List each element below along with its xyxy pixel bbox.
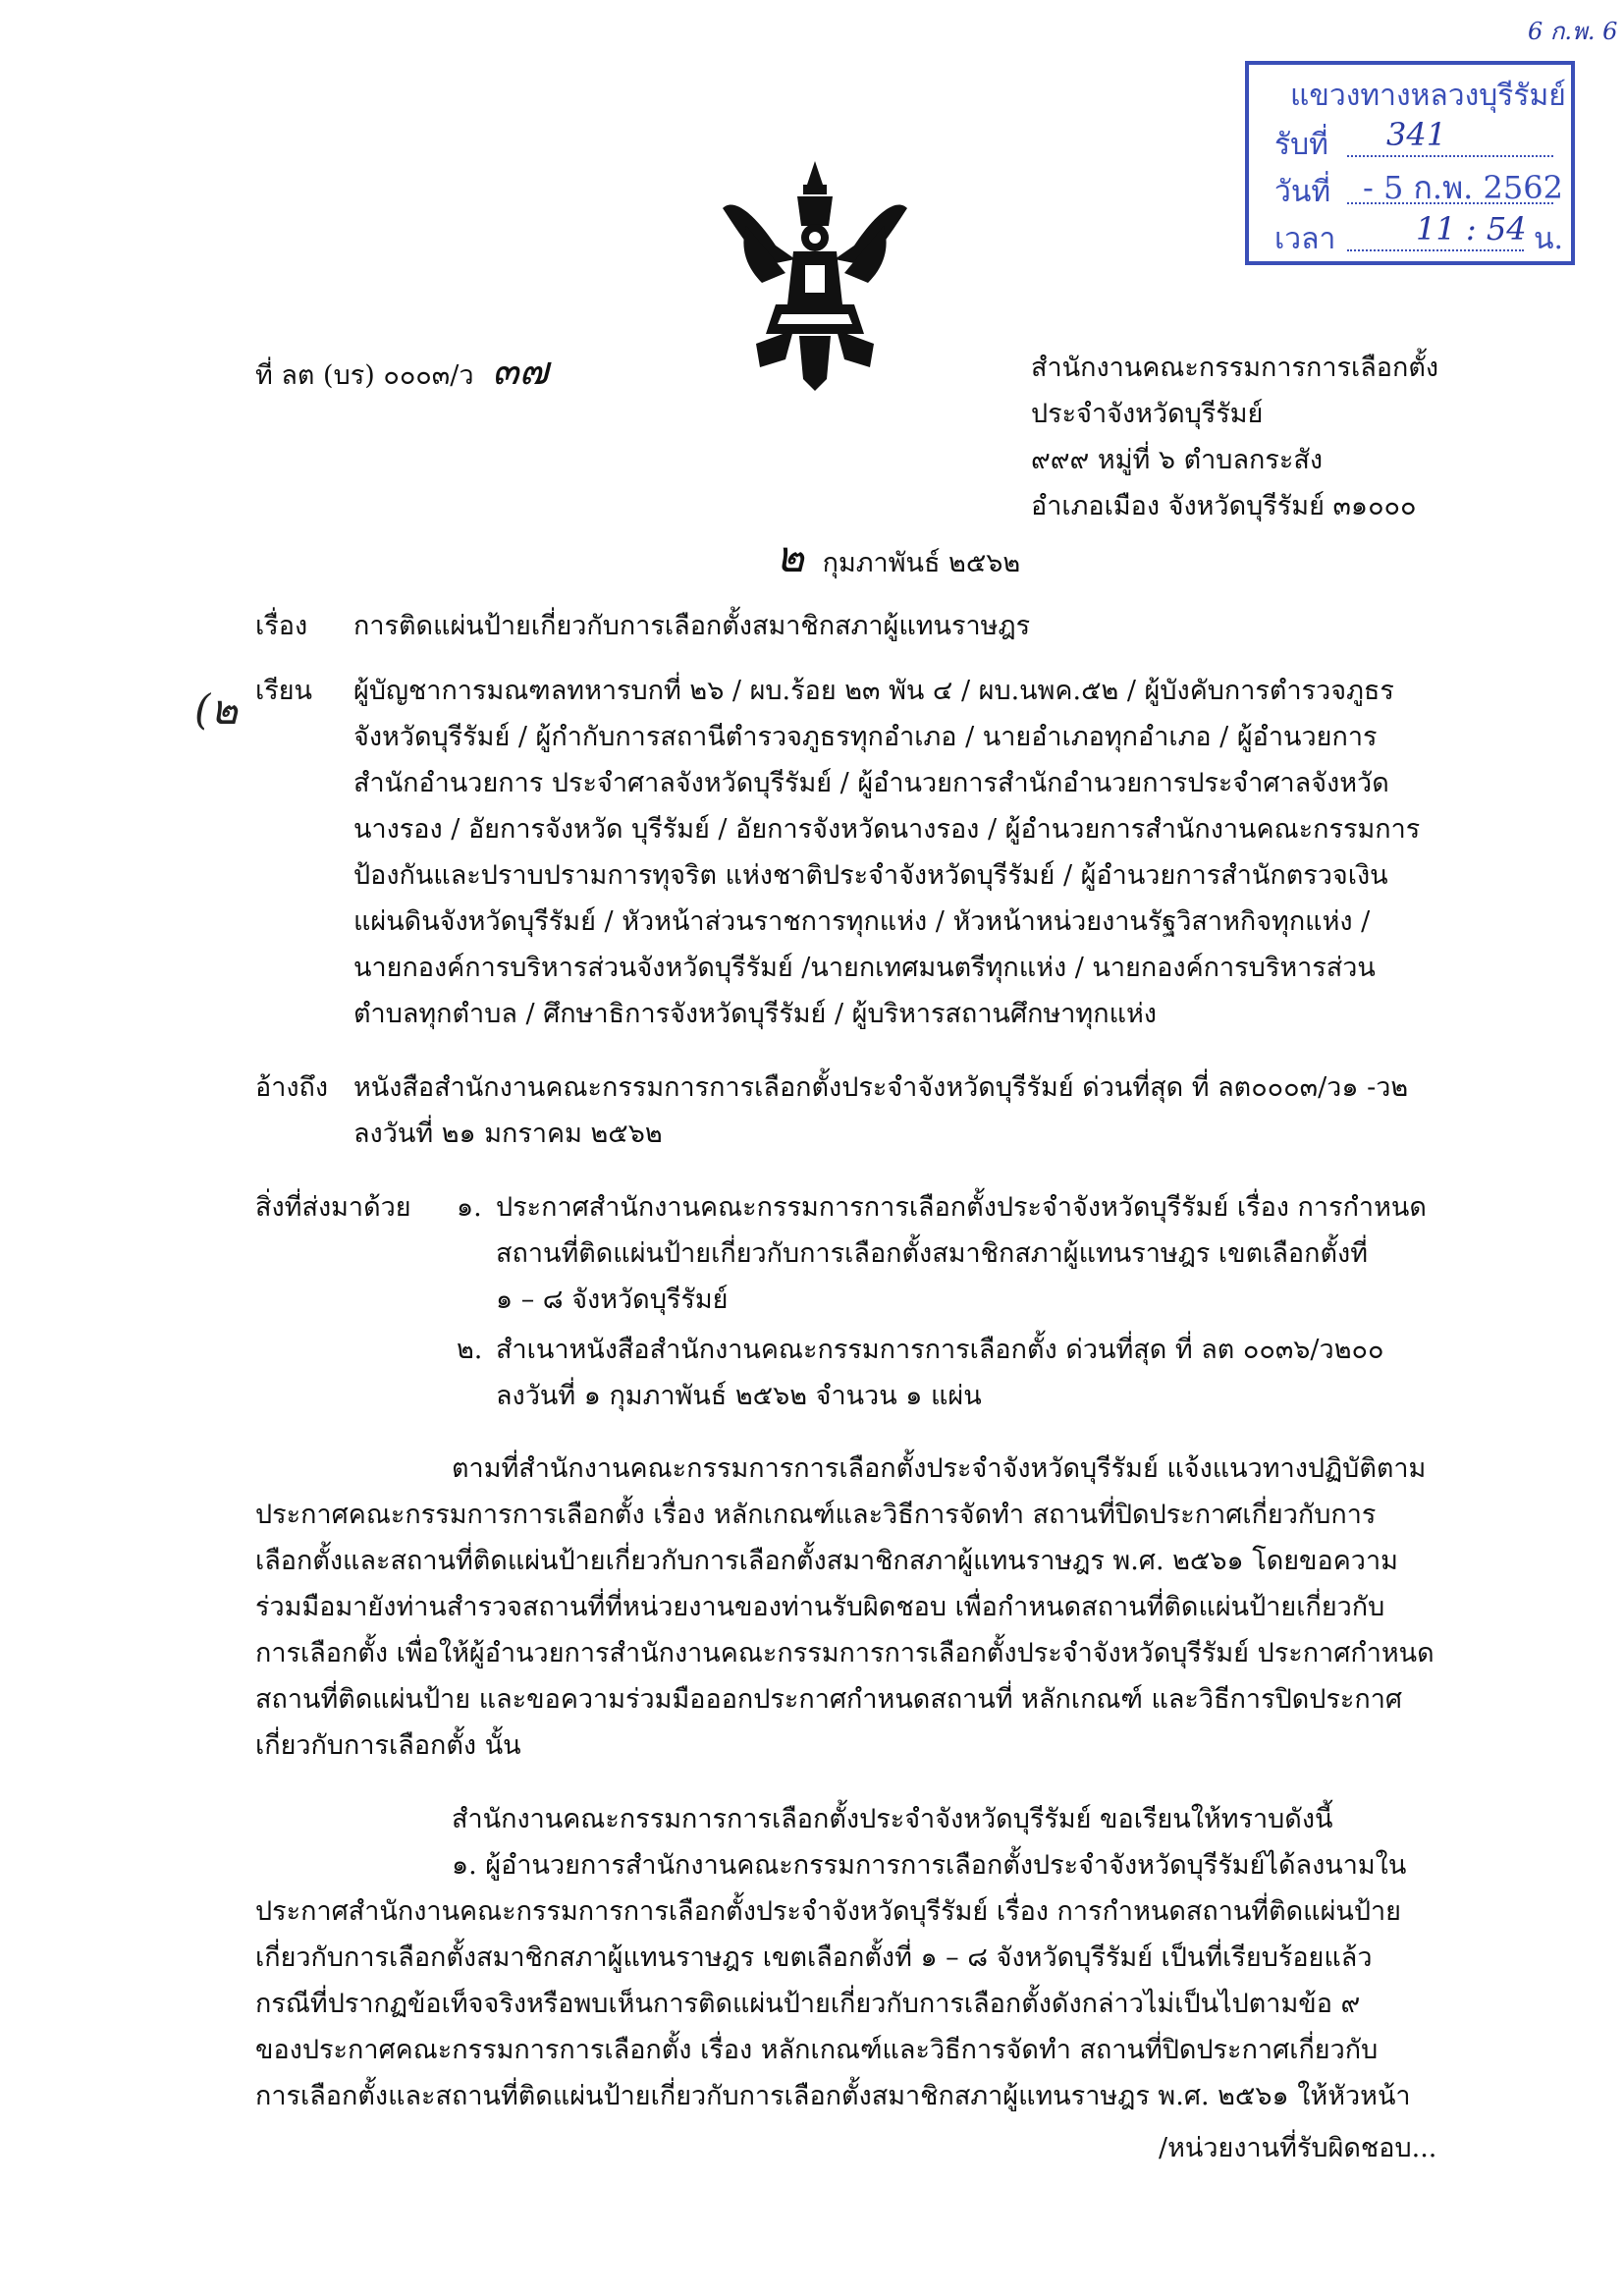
stamp-office: แขวงทางหลวงบุรีรัมย์ bbox=[1290, 79, 1566, 113]
enclosure-line: ประกาศสำนักงานคณะกรรมการการเลือกตั้งประจำจังหวัดบุรีรัมย์ เรื่อง การกำหนด bbox=[496, 1192, 1427, 1223]
stamp-time-value: 11 : 54 bbox=[1416, 210, 1527, 247]
to-line: นายกองค์การบริหารส่วนจังหวัดบุรีรัมย์ /นายกเทศมนตรีทุกแห่ง / นายกองค์การบริหารส่วน bbox=[353, 953, 1376, 983]
enclosure-line: สำเนาหนังสือสำนักงานคณะกรรมการการเลือกตั้ง ด่วนที่สุด ที่ ลต ๐๐๓๖/ว๒๐๐ bbox=[496, 1335, 1384, 1365]
garuda-emblem bbox=[717, 157, 913, 393]
body-paragraph-line: เกี่ยวกับการเลือกตั้ง นั้น bbox=[255, 1730, 521, 1761]
body-paragraph-line: ประกาศคณะกรรมการการเลือกตั้ง เรื่อง หลักเกณฑ์และวิธีการจัดทำ สถานที่ปิดประกาศเกี่ยวกับการ bbox=[255, 1500, 1377, 1530]
reference-number: ที่ ลต (บร) ๐๐๐๓/ว ๓๗ bbox=[255, 349, 549, 394]
enclosure-number: ๑. bbox=[457, 1192, 482, 1223]
enclosure-line: สถานที่ติดแผ่นป้ายเกี่ยวกับการเลือกตั้งสมาชิกสภาผู้แทนราษฎร เขตเลือกตั้งที่ bbox=[496, 1238, 1368, 1269]
to-line: นางรอง / อัยการจังหวัด บุรีรัมย์ / อัยการจังหวัดนางรอง / ผู้อำนวยการสำนักงานคณะกรรมการ bbox=[353, 814, 1421, 845]
stamp-received-label: รับที่ bbox=[1274, 128, 1328, 162]
body-paragraph-line: ของประกาศคณะกรรมการการเลือกตั้ง เรื่อง หลักเกณฑ์และวิธีการจัดทำ สถานที่ปิดประกาศเกี่ยวกับ bbox=[255, 2035, 1379, 2065]
to-line: ผู้บัญชาการมณฑลทหารบกที่ ๒๖ / ผบ.ร้อย ๒๓ พัน ๔ / ผบ.นพค.๕๒ / ผู้บังคับการตำรวจภูธร bbox=[353, 676, 1394, 706]
body-paragraph-line: การเลือกตั้ง เพื่อให้ผู้อำนวยการสำนักงานคณะกรรมการการเลือกตั้งประจำจังหวัดบุรีรัมย์ ประกาศกำหนด bbox=[255, 1638, 1435, 1668]
to-line: สำนักอำนวยการ ประจำศาลจังหวัดบุรีรัมย์ / ผู้อำนวยการสำนักอำนวยการประจำศาลจังหวัด bbox=[353, 768, 1389, 798]
letter-date: ๒ กุมภาพันธ์ ๒๕๖๒ bbox=[776, 532, 1021, 582]
date-day-handwritten: ๒ bbox=[776, 532, 805, 582]
address-line-3: ๙๙๙ หมู่ที่ ๖ ตำบลกระสัง bbox=[1031, 445, 1323, 475]
receiving-stamp bbox=[1245, 61, 1575, 265]
to-label: เรียน bbox=[255, 676, 313, 706]
reference-label: อ้างถึง bbox=[255, 1072, 329, 1103]
page-continuation: /หน่วยงานที่รับผิดชอบ... bbox=[1159, 2133, 1437, 2163]
address-line-2: ประจำจังหวัดบุรีรัมย์ bbox=[1031, 399, 1264, 429]
body-paragraph-line: เลือกตั้งและสถานที่ติดแผ่นป้ายเกี่ยวกับการเลือกตั้งสมาชิกสภาผู้แทนราษฎร พ.ศ. ๒๕๖๑ โดยขอความ bbox=[255, 1546, 1398, 1576]
margin-handwritten-note: (๒ bbox=[194, 685, 239, 734]
to-line: ตำบลทุกตำบล / ศึกษาธิการจังหวัดบุรีรัมย์ / ผู้บริหารสถานศึกษาทุกแห่ง bbox=[353, 999, 1157, 1029]
body-paragraph-line: เกี่ยวกับการเลือกตั้งสมาชิกสภาผู้แทนราษฎร เขตเลือกตั้งที่ ๑ – ๘ จังหวัดบุรีรัมย์ เป็นที่เรียบร้อยแล้ว bbox=[255, 1942, 1373, 1973]
stamp-time-unit: น. bbox=[1534, 222, 1564, 256]
body-paragraph-line: ตามที่สำนักงานคณะกรรมการการเลือกตั้งประจำจังหวัดบุรีรัมย์ แจ้งแนวทางปฏิบัติตาม bbox=[452, 1453, 1427, 1484]
body-paragraph-line: สำนักงานคณะกรรมการการเลือกตั้งประจำจังหวัดบุรีรัมย์ ขอเรียนให้ทราบดังนี้ bbox=[452, 1804, 1333, 1834]
to-line: ป้องกันและปราบปรามการทุจริต แห่งชาติประจำจังหวัดบุรีรัมย์ / ผู้อำนวยการสำนักตรวจเงิน bbox=[353, 860, 1388, 891]
enclosure-line: ลงวันที่ ๑ กุมภาพันธ์ ๒๕๖๒ จำนวน ๑ แผ่น bbox=[496, 1381, 982, 1411]
address-line-1: สำนักงานคณะกรรมการการเลือกตั้ง bbox=[1031, 353, 1439, 383]
stamp-received-value: 341 bbox=[1386, 116, 1447, 153]
subject-text: การติดแผ่นป้ายเกี่ยวกับการเลือกตั้งสมาชิกสภาผู้แทนราษฎร bbox=[353, 611, 1031, 641]
stamp-time-label: เวลา bbox=[1274, 222, 1336, 256]
to-line: แผ่นดินจังหวัดบุรีรัมย์ / หัวหน้าส่วนราชการทุกแห่ง / หัวหน้าหน่วยงานรัฐวิสาหกิจทุกแห่ง / bbox=[353, 906, 1371, 937]
subject-label: เรื่อง bbox=[255, 611, 308, 641]
body-paragraph-line: สถานที่ติดแผ่นป้าย และขอความร่วมมือออกประกาศกำหนดสถานที่ หลักเกณฑ์ และวิธีการปิดประกาศ bbox=[255, 1684, 1403, 1715]
enclosure-line: ๑ – ๘ จังหวัดบุรีรัมย์ bbox=[496, 1285, 729, 1315]
enclosure-number: ๒. bbox=[457, 1335, 483, 1365]
to-line: จังหวัดบุรีรัมย์ / ผู้กำกับการสถานีตำรวจภูธรทุกอำเภอ / นายอำเภอทุกอำเภอ / ผู้อำนวยการ bbox=[353, 722, 1378, 752]
stamp-date-label: วันที่ bbox=[1274, 175, 1331, 209]
enclosures-label: สิ่งที่ส่งมาด้วย bbox=[255, 1192, 411, 1223]
body-paragraph-line: ๑. ผู้อำนวยการสำนักงานคณะกรรมการการเลือกตั้งประจำจังหวัดบุรีรัมย์ได้ลงนามใน bbox=[452, 1850, 1407, 1881]
body-paragraph-line: การเลือกตั้งและสถานที่ติดแผ่นป้ายเกี่ยวกับการเลือกตั้งสมาชิกสภาผู้แทนราษฎร พ.ศ. ๒๕๖๑ ให้หัวหน้า bbox=[255, 2081, 1411, 2111]
body-paragraph-line: ประกาศสำนักงานคณะกรรมการการเลือกตั้งประจำจังหวัดบุรีรัมย์ เรื่อง การกำหนดสถานที่ติดแผ่นป้าย bbox=[255, 1896, 1401, 1927]
body-paragraph-line: ร่วมมือมายังท่านสำรวจสถานที่ที่หน่วยงานของท่านรับผิดชอบ เพื่อกำหนดสถานที่ติดแผ่นป้ายเกี่ยวกับ bbox=[255, 1592, 1385, 1622]
reference-line: ลงวันที่ ๒๑ มกราคม ๒๕๖๒ bbox=[353, 1119, 663, 1149]
body-paragraph-line: กรณีที่ปรากฏข้อเท็จจริงหรือพบเห็นการติดแผ่นป้ายเกี่ยวกับการเลือกตั้งดังกล่าวไม่เป็นไปตามข้อ ๙ bbox=[255, 1989, 1361, 2019]
stamp-handwritten-note: 6 ก.พ. 6 bbox=[1528, 18, 1618, 45]
address-line-4: อำเภอเมือง จังหวัดบุรีรัมย์ ๓๑๐๐๐ bbox=[1031, 491, 1417, 521]
reference-line: หนังสือสำนักงานคณะกรรมการการเลือกตั้งประจำจังหวัดบุรีรัมย์ ด่วนที่สุด ที่ ลต๐๐๐๓/ว๑ -ว๒ bbox=[353, 1072, 1409, 1103]
stamp-date-value: - 5 ก.พ. 2562 bbox=[1363, 169, 1563, 206]
reference-number-handwritten: ๓๗ bbox=[492, 349, 549, 394]
